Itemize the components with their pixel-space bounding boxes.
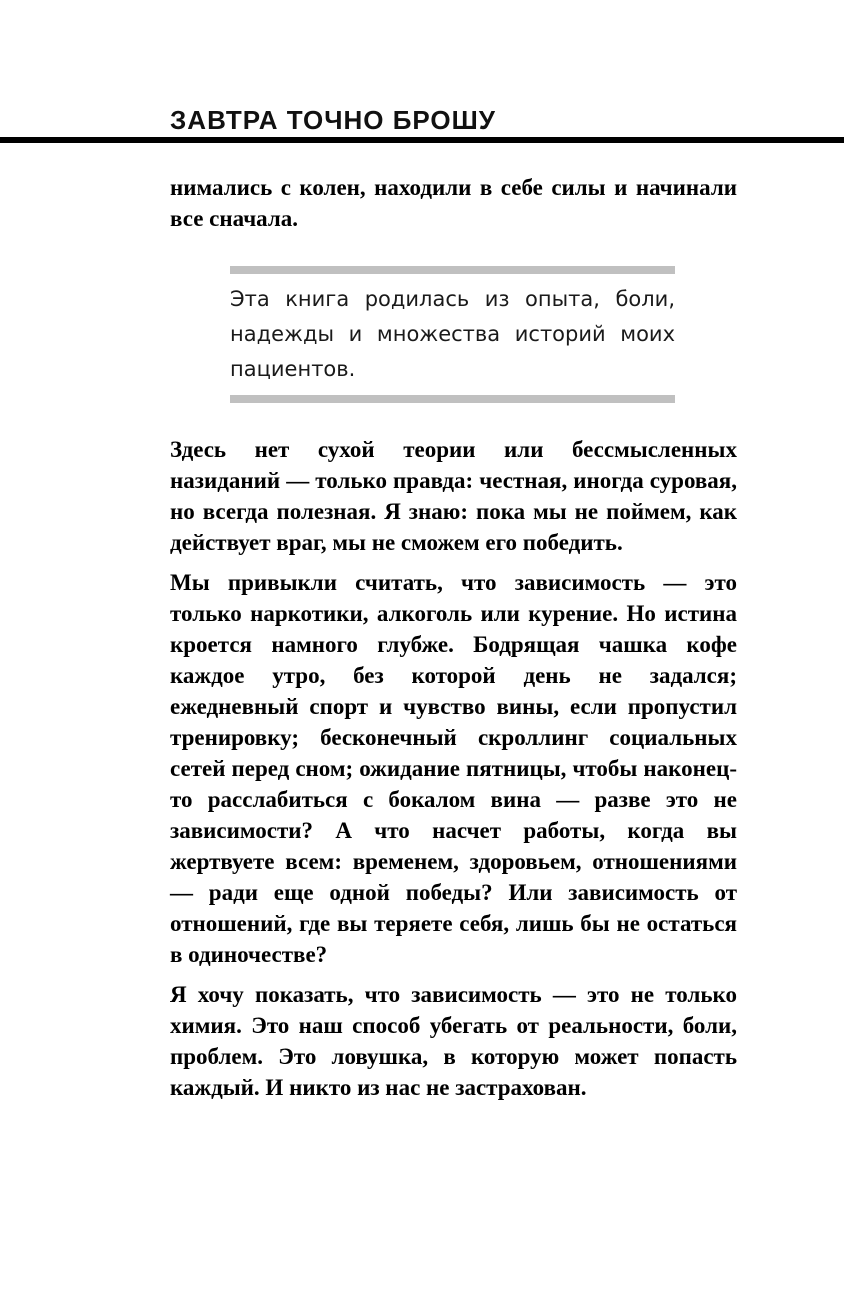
paragraph-intro-continuation: нимались с колен, находили в себе силы и начинали все сначала. [170,175,737,231]
quote-bottom-bar [230,395,675,403]
paragraph: Я хочу показать, что зависимость — это не только химия. Это наш способ убегать от реальности, боли, проблем. Это ловушка, в которую может попасть каждый. И никто из нас не застрахован. [170,982,737,1100]
text-column [170,172,737,1112]
paragraph: Мы привыкли считать, что зависимость — это только наркотики, алкоголь или курение. Но истина кроется намного глубже. Бодрящая чашка кофе каждое утро, без которой день не задался; ежедневный спорт и чувство вины, если пропустил тренировку; бесконечный скроллинг социальных сетей перед сном; ожидание пятницы, чтобы наконец-то расслабиться с бокалом вина — разве это не зависимости? А что насчет работы, когда вы жертвуете всем: временем, здоровьем, отношениями — ради еще одной победы? Или зависимость от отношений, где вы теряете себя, лишь бы не остаться в одиночестве? [170,570,737,967]
pull-quote-block [230,266,675,403]
header-divider-rule [0,137,844,143]
paragraph: Здесь нет сухой теории или бессмысленных назиданий — только правда: честная, иногда суровая, но всегда полезная. Я знаю: пока мы не поймем, как действует враг, мы не сможем его победить. [170,437,737,555]
quote-top-bar [230,266,675,274]
quote-text: Эта книга родилась из опыта, боли, надежды и множества историй моих пациентов. [230,287,675,381]
page-title: ЗАВТРА ТОЧНО БРОШУ [170,105,496,135]
